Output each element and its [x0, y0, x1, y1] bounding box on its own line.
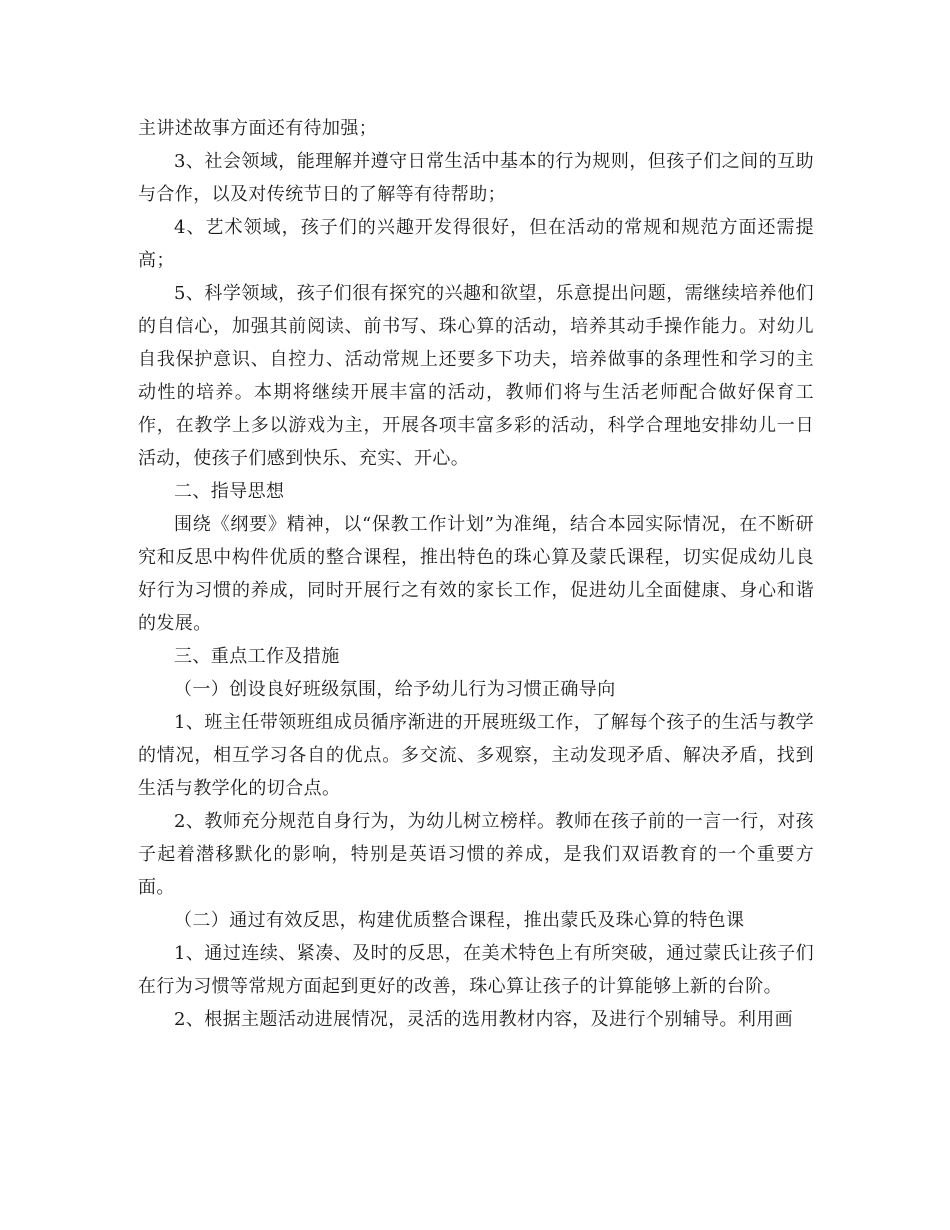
subsection-heading-reflection: （二）通过有效反思，构建优质整合课程，推出蒙氏及珠心算的特色课: [174, 910, 745, 931]
paragraph-continuous-reflection: 1、通过连续、紧凑、及时的反思，在美术特色上有所突破，通过蒙氏让孩子们在行为习惯等常规方面起到更好的改善，珠心算让孩子的计算能够上新的台阶。: [138, 943, 814, 997]
paragraph-theme-activities: 2、根据主题活动进展情况，灵活的选用教材内容，及进行个别辅导。利用画: [174, 1009, 794, 1030]
paragraph-class-teacher: 1、班主任带领班组成员循序渐进的开展班级工作，了解每个孩子的生活与教学的情况，相互学习各自的优点。多交流、多观察，主动发现矛盾、解决矛盾，找到生活与教学化的切合点。: [138, 712, 814, 799]
document-body: [138, 112, 814, 1036]
paragraph-art-domain: 4、艺术领域，孩子们的兴趣开发得很好，但在活动的常规和规范方面还需提高；: [138, 217, 814, 271]
paragraph-guiding-ideology: 围绕《纲要》精神，以“保教工作计划”为准绳，结合本园实际情况，在不断研究和反思中构件优质的整合课程，推出特色的珠心算及蒙氏课程，切实促成幼儿良好行为习惯的养成，同时开展行之有效的家长工作，促进幼儿全面健康、身心和谐的发展。: [138, 514, 814, 634]
paragraph-continuation: 主讲述故事方面还有待加强；: [138, 118, 378, 139]
section-heading-guiding-ideology: 二、指导思想: [174, 481, 285, 502]
paragraph-social-domain: 3、社会领域，能理解并遵守日常生活中基本的行为规则，但孩子们之间的互助与合作，以及对传统节日的了解等有待帮助；: [138, 151, 814, 205]
paragraph-science-domain: 5、科学领域，孩子们很有探究的兴趣和欲望，乐意提出问题，需继续培养他们的自信心，加强其前阅读、前书写、珠心算的活动，培养其动手操作能力。对幼儿自我保护意识、自控力、活动常规上还要多下功夫，培养做事的条理性和学习的主动性的培养。本期将继续开展丰富的活动，教师们将与生活老师配合做好保育工作，在教学上多以游戏为主，开展各项丰富多彩的活动，科学合理地安排幼儿一日活动，使孩子们感到快乐、充实、开心。: [138, 283, 814, 469]
subsection-heading-class-atmosphere: （一）创设良好班级氛围，给予幼儿行为习惯正确导向: [174, 679, 616, 700]
section-heading-key-work: 三、重点工作及措施: [174, 646, 340, 667]
paragraph-teacher-behavior: 2、教师充分规范自身行为，为幼儿树立榜样。教师在孩子前的一言一行，对孩子起着潜移默化的影响，特别是英语习惯的养成，是我们双语教育的一个重要方面。: [138, 811, 814, 898]
